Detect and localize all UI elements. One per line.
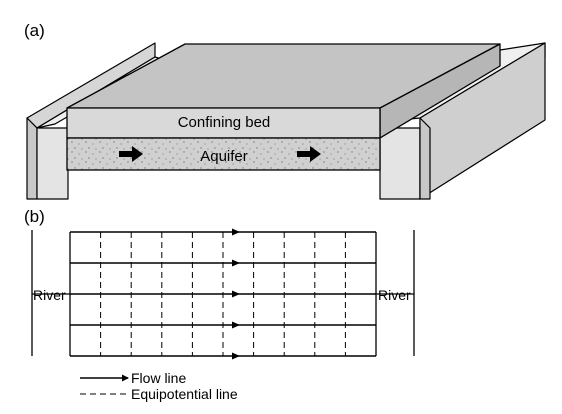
legend-equipotential-label: Equipotential line: [131, 386, 238, 402]
legend-flow-line-label: Flow line: [131, 370, 187, 386]
confining-bed-label: Confining bed: [177, 114, 271, 131]
flow-line-arrowhead: [232, 229, 240, 236]
river-left-label: River: [33, 287, 66, 303]
flow-line-arrowhead: [232, 322, 240, 329]
river-right-label: River: [378, 287, 411, 303]
panel-a-label: (a): [24, 21, 45, 40]
flow-line-arrowhead: [232, 291, 240, 298]
aquifer-label: Aquifer: [200, 148, 248, 165]
flow-net: [32, 229, 414, 360]
flow-line-arrowhead: [232, 260, 240, 267]
legend-flow-arrowhead: [122, 375, 129, 382]
legend: [80, 370, 238, 402]
flow-line-arrowhead: [232, 353, 240, 360]
panel-b-label: (b): [24, 207, 45, 226]
